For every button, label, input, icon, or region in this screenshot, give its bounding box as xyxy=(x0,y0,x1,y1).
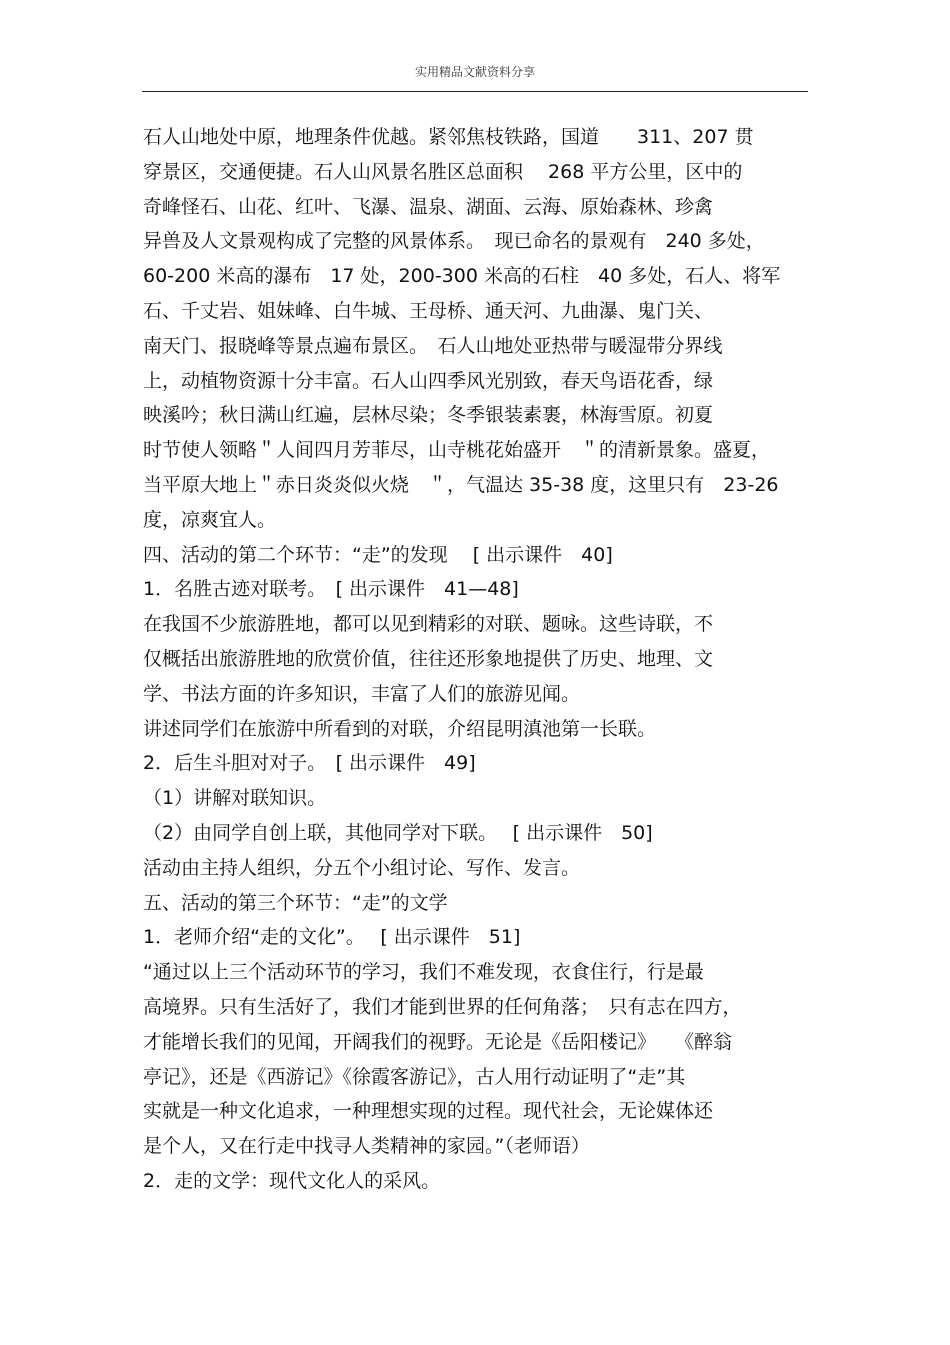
body-line: 60-200 米高的瀑布 17 处，200-300 米高的石柱 40 多处，石人、将军 xyxy=(143,265,781,288)
body-line: 仅概括出旅游胜地的欣赏价值，往往还形象地提供了历史、地理、文 xyxy=(143,647,714,670)
subsection-heading: 2．后生斗胆对对子。 [ 出示课件 49] xyxy=(143,752,476,775)
body-line: “通过以上三个活动环节的学习，我们不难发现，衣食住行，行是最 xyxy=(143,961,704,984)
body-line: 时节使人领略＂人间四月芳菲尽，山寺桃花始盛开 ＂的清新景象。盛夏， xyxy=(143,439,771,462)
subsection-heading: 1．老师介绍“走的文化”。 [ 出示课件 51] xyxy=(143,926,521,949)
body-line: 石、千丈岩、姐妹峰、白牛城、王母桥、通天河、九曲瀑、鬼门关、 xyxy=(143,299,714,322)
document-body xyxy=(143,120,823,1199)
body-line: 南天门、报晓峰等景点遍布景区。 石人山地处亚热带与暖湿带分界线 xyxy=(143,334,723,357)
body-line: 是个人，又在行走中找寻人类精神的家园。”（老师语） xyxy=(143,1135,590,1158)
page-header: 实用精品文献资料分享 xyxy=(414,65,535,79)
list-item: （1）讲解对联知识。 xyxy=(143,787,327,810)
body-line: 穿景区，交通便捷。石人山风景名胜区总面积 268 平方公里，区中的 xyxy=(143,160,743,183)
header-divider xyxy=(142,91,808,92)
body-line: 当平原大地上＂赤日炎炎似火烧 ＂，气温达 35-38 度，这里只有 23-26 xyxy=(143,473,779,496)
section-heading: 四、活动的第二个环节：“走”的发现 [ 出示课件 40] xyxy=(143,543,613,566)
body-line: 讲述同学们在旅游中所看到的对联，介绍昆明滇池第一长联。 xyxy=(143,717,657,740)
body-line: 亭记》，还是《西游记》《徐霞客游记》，古人用行动证明了“走”其 xyxy=(143,1065,686,1088)
section-heading: 五、活动的第三个环节：“走”的文学 xyxy=(143,891,448,914)
body-line: 度，凉爽宜人。 xyxy=(143,508,277,531)
body-line: 奇峰怪石、山花、红叶、飞瀑、温泉、湖面、云海、原始森林、珍禽 xyxy=(143,195,714,218)
subsection-heading: 2．走的文学：现代文化人的采风。 xyxy=(143,1169,441,1192)
body-line: 异兽及人文景观构成了完整的风景体系。 现已命名的景观有 240 多处， xyxy=(143,230,765,253)
body-line: 高境界。只有生活好了，我们才能到世界的任何角落； 只有志在四方， xyxy=(143,995,742,1018)
body-line: 实就是一种文化追求，一种理想实现的过程。现代社会，无论媒体还 xyxy=(143,1100,714,1123)
body-line: 映溪吟；秋日满山红遍，层林尽染；冬季银装素裹，林海雪原。初夏 xyxy=(143,404,714,427)
body-line: 活动由主持人组织，分五个小组讨论、写作、发言。 xyxy=(143,856,581,879)
subsection-heading: 1．名胜古迹对联考。 [ 出示课件 41—48] xyxy=(143,578,519,601)
body-line: 才能增长我们的见闻，开阔我们的视野。无论是《岳阳楼记》 《醉翁 xyxy=(143,1030,733,1053)
body-line: 上，动植物资源十分丰富。石人山四季风光别致，春天鸟语花香，绿 xyxy=(143,369,714,392)
list-item: （2）由同学自创上联，其他同学对下联。 [ 出示课件 50] xyxy=(143,821,653,844)
body-line: 学、书法方面的许多知识，丰富了人们的旅游见闻。 xyxy=(143,682,581,705)
body-line: 在我国不少旅游胜地，都可以见到精彩的对联、题咏。这些诗联，不 xyxy=(143,613,714,636)
body-line: 石人山地处中原，地理条件优越。紧邻焦枝铁路，国道 311、207 贯 xyxy=(143,126,754,148)
